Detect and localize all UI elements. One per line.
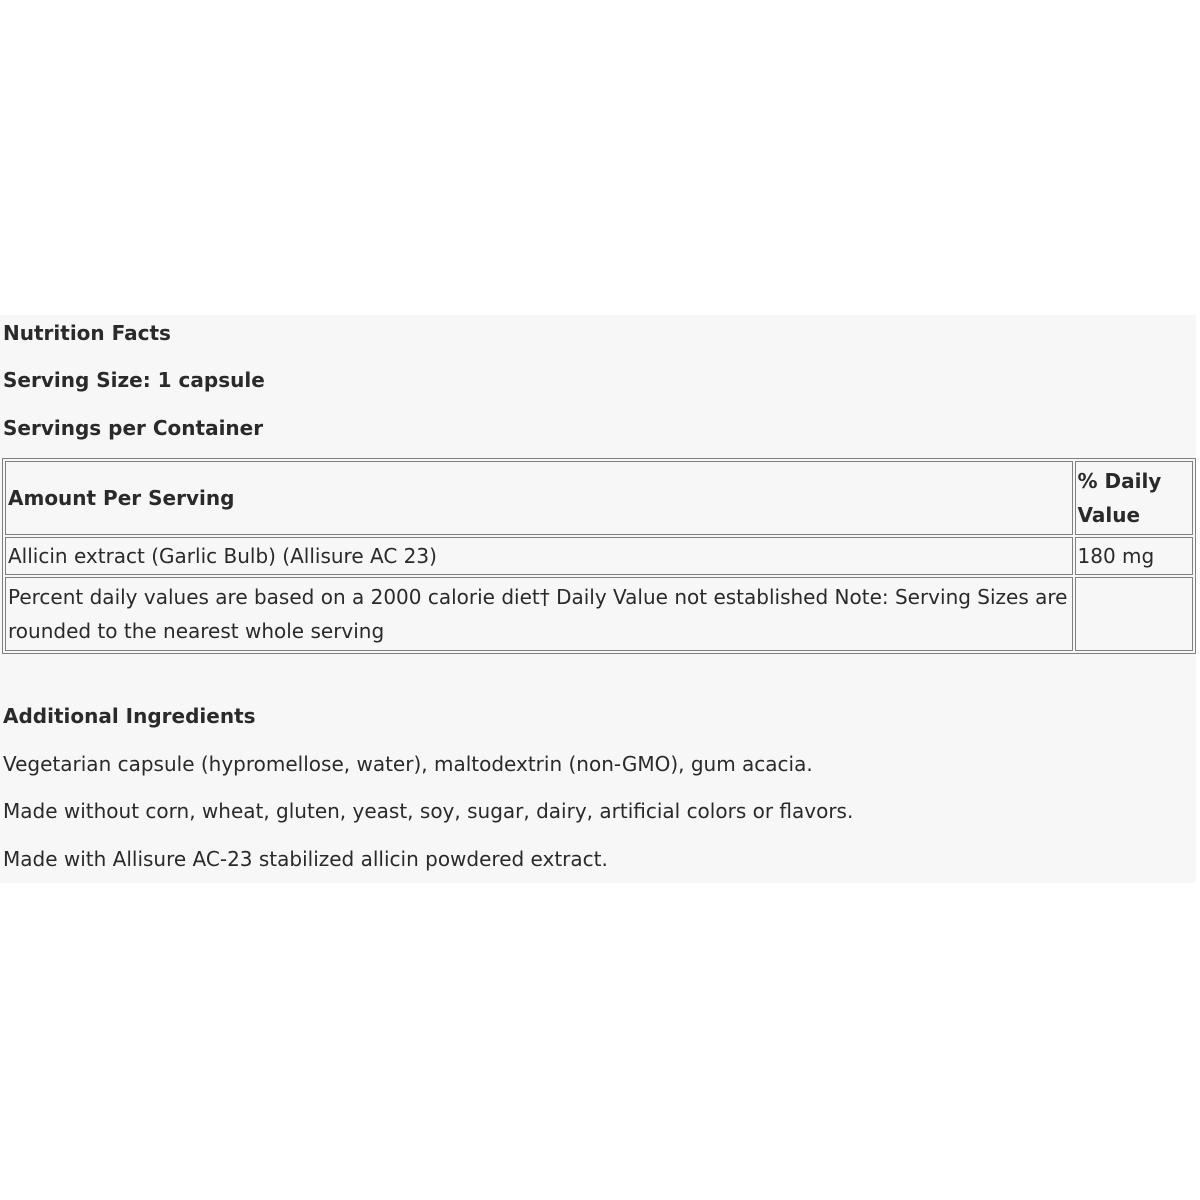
ingredient-amount: 180 mg (1075, 537, 1194, 575)
ingredient-name: Allicin extract (Garlic Bulb) (Allisure AC 23) (5, 537, 1073, 575)
nutrition-table (2, 458, 1196, 654)
made-without-statement: Made without corn, wheat, gluten, yeast, soy, sugar, dairy, artificial colors or flavors. (3, 799, 854, 823)
made-with-statement: Made with Allisure AC-23 stabilized allicin powdered extract. (3, 847, 608, 871)
table-note-row (5, 577, 1193, 651)
additional-ingredients-heading: Additional Ingredients (3, 704, 256, 728)
daily-value-note-empty-cell (1075, 577, 1194, 651)
servings-per-container: Servings per Container (3, 416, 264, 440)
nutrition-facts-title: Nutrition Facts (3, 321, 171, 345)
table-header-row (5, 461, 1193, 535)
table-row (5, 537, 1193, 575)
amount-per-serving-header: Amount Per Serving (5, 461, 1073, 535)
daily-value-note: Percent daily values are based on a 2000 calorie diet† Daily Value not established Note: Serving Sizes are rounded to the nearest whole serving (5, 577, 1073, 651)
additional-ingredients-list: Vegetarian capsule (hypromellose, water), maltodextrin (non-GMO), gum acacia. (3, 752, 813, 776)
serving-size: Serving Size: 1 capsule (3, 368, 265, 392)
daily-value-header: % Daily Value (1075, 461, 1194, 535)
